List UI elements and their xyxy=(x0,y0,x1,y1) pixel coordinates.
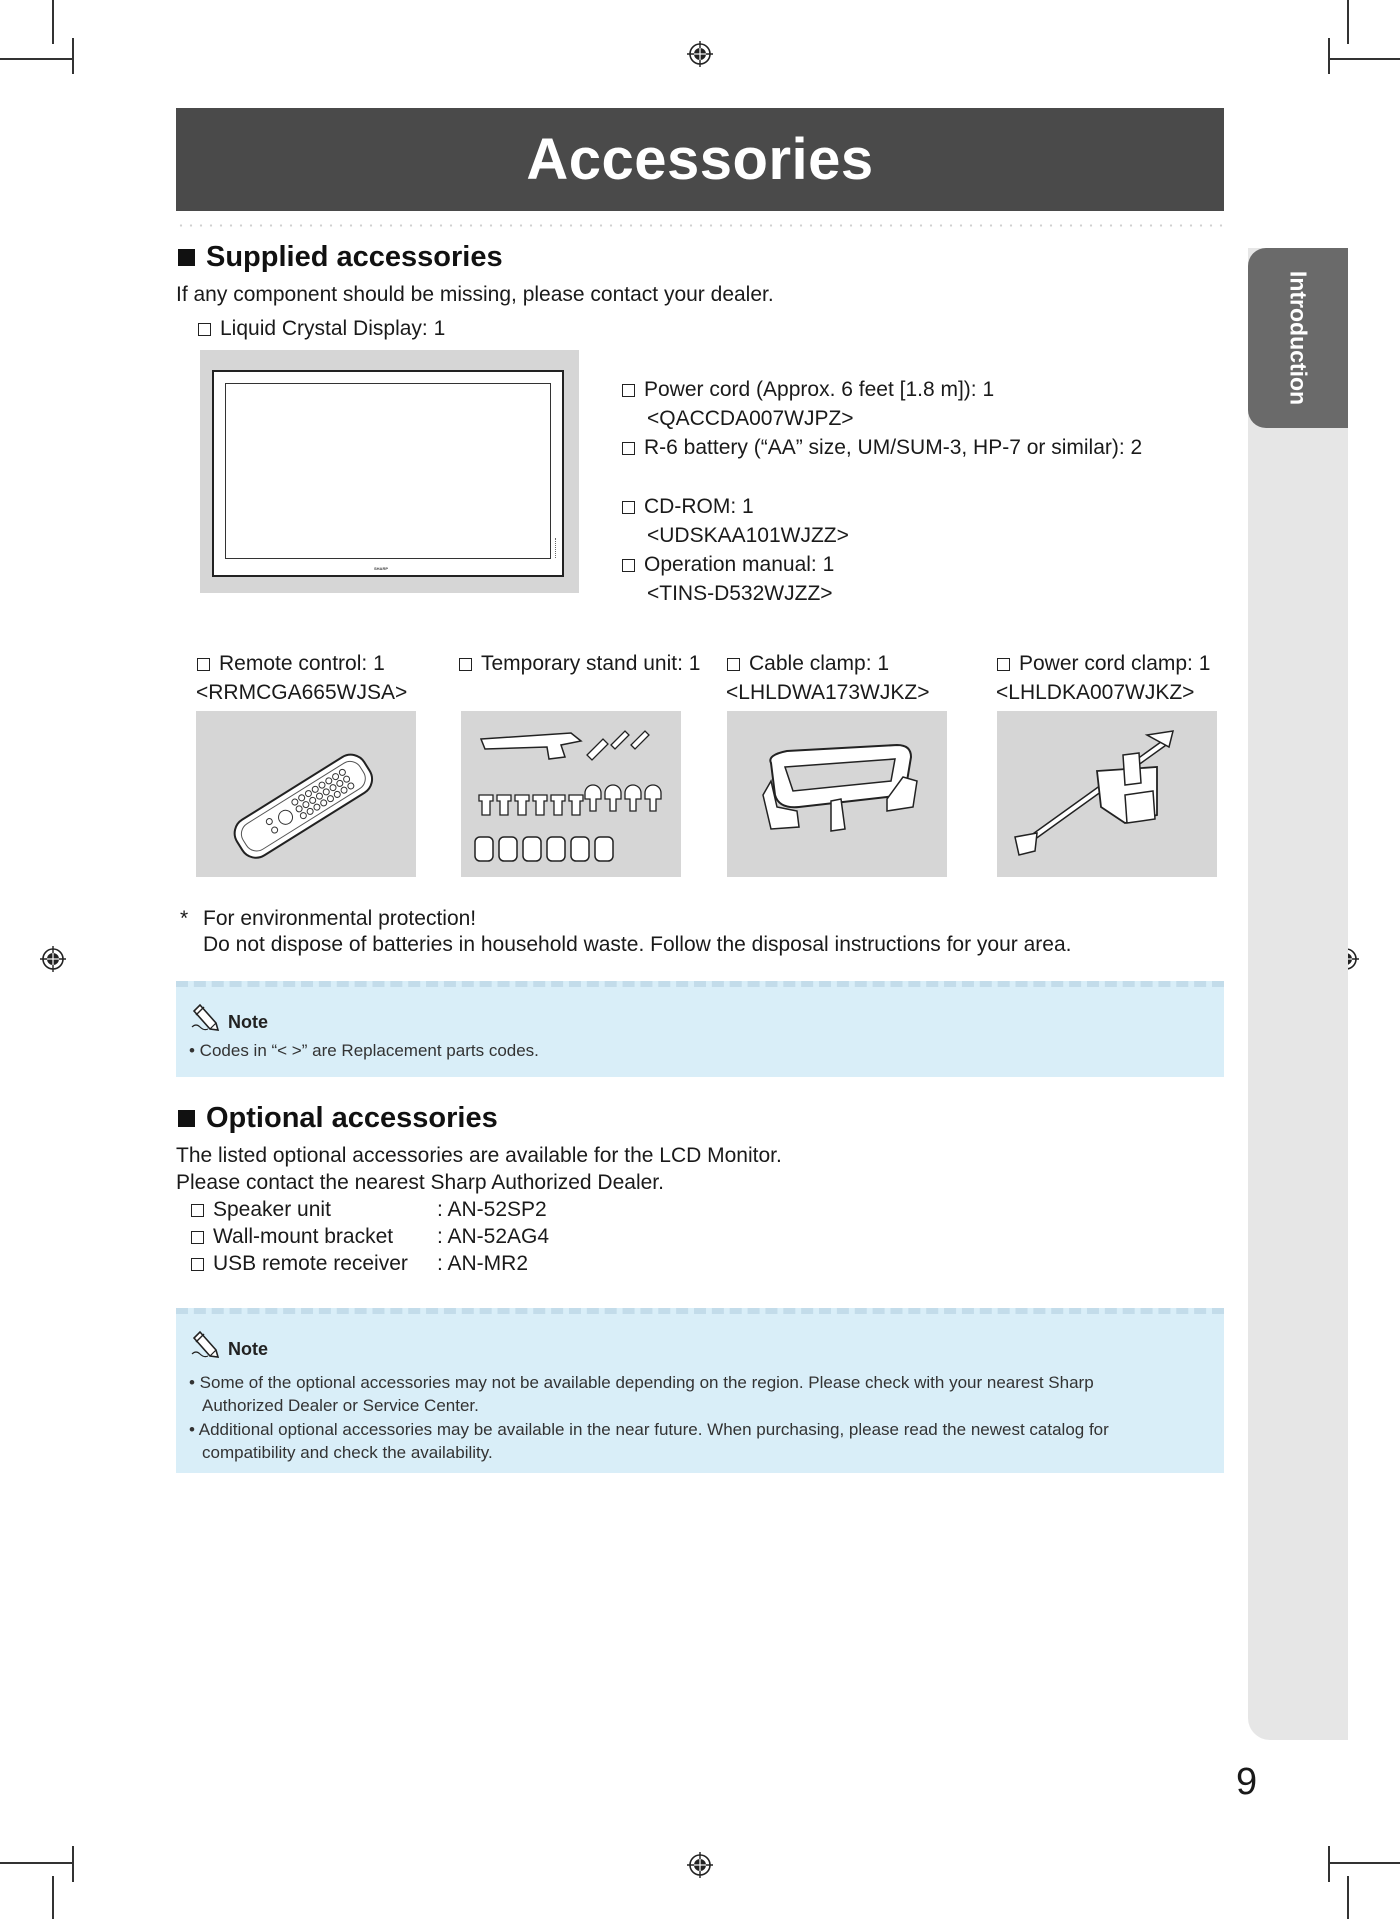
side-rail xyxy=(1248,248,1348,1740)
item-label: Operation manual: 1 xyxy=(644,553,835,576)
item-label: R-6 battery (“AA” size, UM/SUM-3, HP-7 or similar): 2 xyxy=(644,436,1143,459)
item-code: <LHLDKA007WJKZ> xyxy=(996,681,1195,704)
checkbox-icon xyxy=(622,384,635,397)
note-title-text: Note xyxy=(228,1012,268,1032)
optional-model: : AN-52SP2 xyxy=(437,1198,547,1221)
supplied-heading xyxy=(178,241,503,274)
power-cord-item xyxy=(622,378,994,402)
optional-name: Speaker unit xyxy=(213,1198,331,1221)
dotted-divider xyxy=(176,224,1224,227)
pencil-note-icon xyxy=(190,1003,228,1033)
crop-mark xyxy=(1328,58,1400,60)
cable-clamp-icon xyxy=(727,711,947,877)
item-code: <QACCDA007WJPZ> xyxy=(647,407,854,430)
checkbox-icon xyxy=(997,658,1010,671)
note-bullet-cont: Authorized Dealer or Service Center. xyxy=(202,1396,479,1415)
note-bullet-cont: compatibility and check the availability. xyxy=(202,1443,493,1462)
crop-mark xyxy=(0,58,72,60)
note-title xyxy=(190,1330,268,1360)
optional-row xyxy=(191,1198,331,1222)
note-bullet: • Some of the optional accessories may not be available depending on the region. Please check with your nearest Sharp xyxy=(189,1373,1094,1392)
pencil-note-icon xyxy=(190,1330,228,1360)
optional-heading xyxy=(178,1102,498,1135)
supplied-intro: If any component should be missing, please contact your dealer. xyxy=(176,283,774,306)
remote-control-icon xyxy=(196,711,416,877)
item-label: Power cord clamp: 1 xyxy=(1019,652,1211,675)
optional-name: USB remote receiver xyxy=(213,1252,408,1275)
item-label: Remote control: 1 xyxy=(219,652,385,675)
power-cord-clamp-illustration xyxy=(997,711,1217,877)
note-title-text: Note xyxy=(228,1339,268,1359)
manual-item xyxy=(622,553,834,577)
cable-clamp-illustration xyxy=(727,711,947,877)
item-label: Cable clamp: 1 xyxy=(749,652,890,675)
cable-clamp-item xyxy=(727,652,889,676)
stand-unit-icon xyxy=(461,711,681,877)
env-asterisk: * xyxy=(180,907,189,930)
crop-mark xyxy=(1347,1876,1349,1919)
note-box xyxy=(176,1308,1224,1473)
optional-model: : AN-MR2 xyxy=(437,1252,529,1275)
page-title: Accessories xyxy=(176,108,1224,211)
registration-mark-icon xyxy=(687,1852,713,1878)
optional-heading-text: Optional accessories xyxy=(206,1102,498,1134)
optional-intro-2: Please contact the nearest Sharp Authorized Dealer. xyxy=(176,1171,664,1194)
checkbox-icon xyxy=(197,658,210,671)
optional-model: : AN-52AG4 xyxy=(437,1225,550,1248)
crop-mark xyxy=(1347,0,1349,44)
crop-mark xyxy=(52,0,54,44)
item-label: Power cord (Approx. 6 feet [1.8 m]): 1 xyxy=(644,378,995,401)
checkbox-icon xyxy=(191,1258,204,1271)
stand-unit-illustration xyxy=(461,711,681,877)
remote-item xyxy=(197,652,385,676)
checkbox-icon xyxy=(622,559,635,572)
power-cord-clamp-icon xyxy=(997,711,1217,877)
supplied-heading-text: Supplied accessories xyxy=(206,241,503,273)
lcd-illustration xyxy=(200,350,579,593)
item-code: <LHLDWA173WJKZ> xyxy=(726,681,930,704)
checkbox-icon xyxy=(727,658,740,671)
stand-item xyxy=(459,652,700,676)
note-bullet: • Codes in “< >” are Replacement parts codes. xyxy=(189,1041,539,1060)
note-title xyxy=(190,1003,268,1033)
crop-mark xyxy=(52,1876,54,1919)
checkbox-icon xyxy=(622,442,635,455)
env-line-2: Do not dispose of batteries in household waste. Follow the disposal instructions for your area. xyxy=(203,933,1072,956)
side-tab-label: Introduction xyxy=(1285,270,1312,406)
checkbox-icon xyxy=(459,658,472,671)
lcd-screen xyxy=(225,383,551,559)
lcd-side-buttons xyxy=(555,538,558,558)
checkbox-icon xyxy=(198,323,211,336)
item-label: CD-ROM: 1 xyxy=(644,495,754,518)
lcd-item xyxy=(198,317,445,341)
battery-item xyxy=(622,436,1142,460)
power-cord-clamp-item xyxy=(997,652,1210,676)
crop-mark xyxy=(72,38,74,74)
optional-intro-1: The listed optional accessories are available for the LCD Monitor. xyxy=(176,1144,782,1167)
item-code: <UDSKAA101WJZZ> xyxy=(647,524,849,547)
item-code: <TINS-D532WJZZ> xyxy=(647,582,833,605)
item-label: Temporary stand unit: 1 xyxy=(481,652,701,675)
checkbox-icon xyxy=(622,501,635,514)
crop-mark xyxy=(1328,1846,1330,1882)
checkbox-icon xyxy=(191,1231,204,1244)
lcd-brand-logo: SHARP xyxy=(374,566,389,571)
side-tab-introduction[interactable] xyxy=(1248,248,1348,428)
note-box xyxy=(176,981,1224,1077)
optional-name: Wall-mount bracket xyxy=(213,1225,394,1248)
cd-rom-item xyxy=(622,495,754,519)
crop-mark xyxy=(1328,1862,1400,1864)
lcd-label: Liquid Crystal Display: 1 xyxy=(220,317,446,340)
note-bullet: • Additional optional accessories may be available in the near future. When purchasing, please read the newest catalog for xyxy=(189,1420,1109,1439)
square-bullet-icon xyxy=(178,249,195,266)
remote-illustration xyxy=(196,711,416,877)
registration-mark-icon xyxy=(40,946,66,972)
crop-mark xyxy=(1328,38,1330,74)
registration-mark-icon xyxy=(687,41,713,67)
env-line-1: For environmental protection! xyxy=(203,907,477,930)
page-number: 9 xyxy=(1236,1761,1258,1803)
checkbox-icon xyxy=(191,1204,204,1217)
optional-row xyxy=(191,1225,393,1249)
item-code: <RRMCGA665WJSA> xyxy=(196,681,408,704)
square-bullet-icon xyxy=(178,1110,195,1127)
crop-mark xyxy=(0,1862,72,1864)
crop-mark xyxy=(72,1846,74,1882)
optional-row xyxy=(191,1252,408,1276)
